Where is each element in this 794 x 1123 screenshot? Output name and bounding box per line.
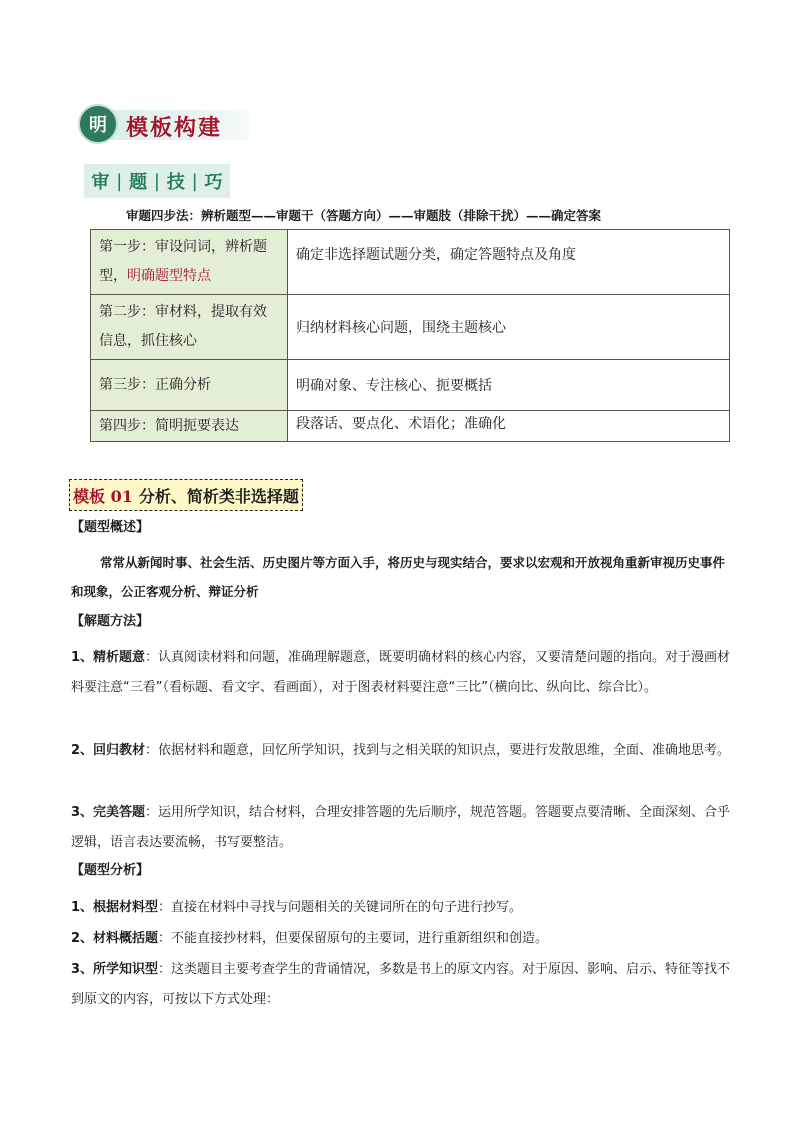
steps-title: 审题四步法：辨析题型——审题干（答题方向）——审题肢（排除干扰）——确定答案	[126, 208, 602, 223]
step-label	[91, 230, 288, 295]
analysis-item-2	[71, 924, 731, 954]
method-item-text: ：认真阅读材料和问题，准确理解题意，既要明确材料的核心内容，又要清楚问题的指向。对于漫画材料要注意“三看”（看标题、看文字、看画面），对于图表材料要注意“三比”（横向比、纵向比、综合比）。	[71, 650, 731, 695]
method-item-3	[71, 798, 731, 858]
analysis-item-label: 2、材料概括题	[71, 931, 159, 946]
method-item-label: 3、完美答题	[71, 805, 146, 820]
skills-separator: |	[116, 170, 123, 192]
analysis-item-label: 3、所学知识型	[71, 962, 159, 977]
analysis-item-text: ：不能直接抄材料，但要保留原句的主要词，进行重新组织和创造。	[158, 931, 549, 946]
method-item-1	[71, 643, 731, 703]
skills-char-2: 题	[129, 172, 148, 193]
skills-char-3: 技	[166, 172, 185, 193]
method-item-text: ：依据材料和题意，回忆所学知识，找到与之相关联的知识点，要进行发散思维，全面、准确地思考。	[145, 743, 731, 758]
step-value: 确定非选择题试题分类，确定答题特点及角度	[288, 230, 730, 295]
template-tag: 模板 01	[73, 486, 133, 506]
step-value: 明确对象、专注核心、扼要概括	[288, 360, 730, 411]
skills-char-1: 审	[91, 172, 110, 193]
table-row	[91, 230, 730, 295]
table-row	[91, 360, 730, 411]
step-value: 段落话、要点化、术语化；准确化	[288, 411, 730, 442]
analysis-heading: 【题型分析】	[71, 863, 150, 878]
step-label-text: 第一步：审设问词，辨析题型，	[99, 239, 267, 284]
step-value: 归纳材料核心问题，围绕主题核心	[288, 295, 730, 360]
template-title: 分析、简析类非选择题	[138, 486, 299, 506]
method-item-2	[71, 736, 731, 766]
banner-badge-icon: 明	[78, 104, 118, 144]
analysis-item-1	[71, 893, 731, 923]
skills-tag	[84, 164, 230, 198]
steps-table	[90, 229, 730, 442]
method-heading: 【解题方法】	[71, 614, 150, 629]
step-label: 第二步：审材料，提取有效信息，抓住核心	[91, 295, 288, 360]
table-row	[91, 411, 730, 442]
skills-char-4: 巧	[204, 172, 223, 193]
banner-title: 模板构建	[126, 115, 223, 141]
analysis-item-label: 1、根据材料型	[71, 900, 159, 915]
analysis-item-text: ：直接在材料中寻找与问题相关的关键词所在的句子进行抄写。	[158, 900, 523, 915]
analysis-item-text: ：这类题目主要考查学生的背诵情况，多数是书上的原文内容。对于原因、影响、启示、特征等找不到原文的内容，可按以下方式处理：	[71, 962, 731, 1007]
step-label: 第三步：正确分析	[91, 360, 288, 411]
section-banner	[78, 104, 250, 144]
method-item-label: 1、精析题意	[71, 650, 146, 665]
method-item-text: ：运用所学知识，结合材料，合理安排答题的先后顺序，规范答题。答题要点要清晰、全面深刻、合乎逻辑，语言表达要流畅，书写要整洁。	[71, 805, 731, 850]
overview-heading: 【题型概述】	[71, 520, 150, 535]
method-item-label: 2、回归教材	[71, 743, 146, 758]
skills-separator: |	[153, 170, 160, 192]
template-heading	[69, 479, 303, 511]
overview-body: 常常从新闻时事、社会生活、历史图片等方面入手，将历史与现实结合，要求以宏观和开放视角重新审视历史事件和现象，公正客观分析、辩证分析	[71, 555, 726, 599]
skills-separator: |	[191, 170, 198, 192]
step-label: 第四步：简明扼要表达	[91, 411, 288, 442]
table-row	[91, 295, 730, 360]
step-label-highlight: 明确题型特点	[127, 268, 211, 284]
analysis-item-3	[71, 955, 731, 1015]
